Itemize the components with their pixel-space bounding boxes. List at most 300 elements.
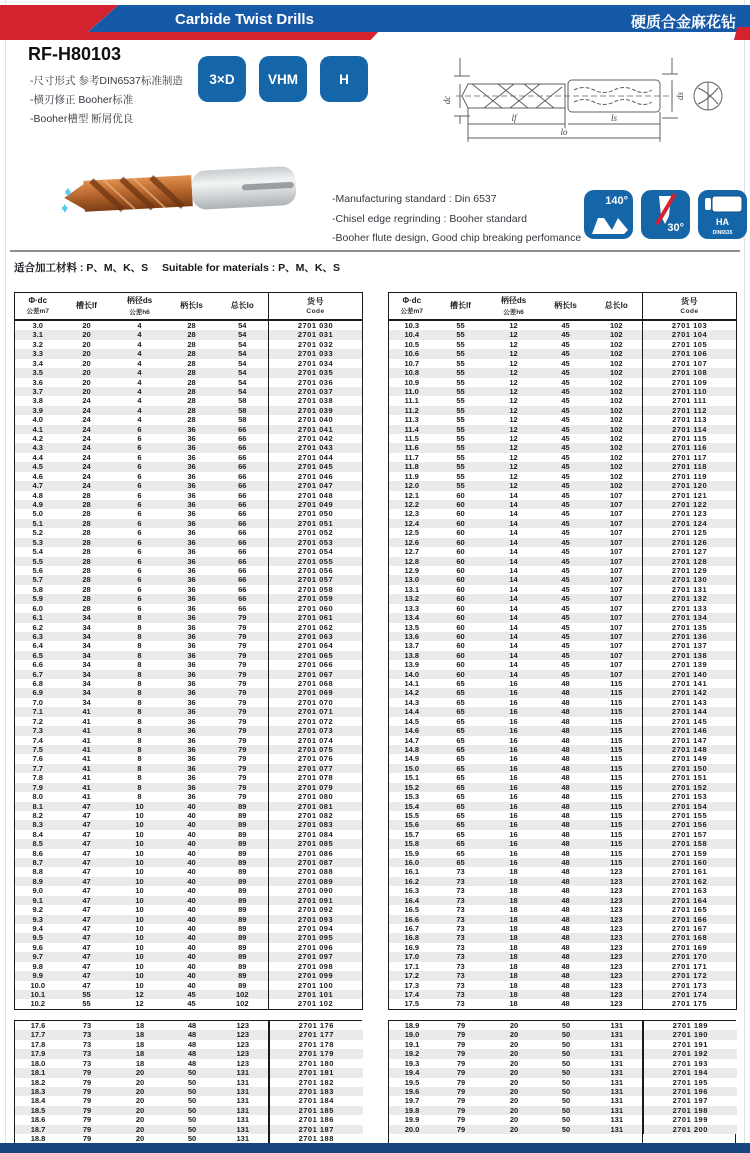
value-cell: 131 — [236, 1134, 249, 1144]
value-cell: 45 — [561, 575, 570, 585]
table-row — [389, 1125, 737, 1134]
value-cell: 47 — [82, 829, 91, 839]
value-cell: 4 — [137, 330, 142, 340]
value-cell: 18 — [509, 867, 518, 877]
value-cell: 131 — [610, 1096, 623, 1106]
value-cell: 28 — [82, 565, 91, 575]
feature-badges — [584, 190, 747, 239]
table-row — [389, 839, 737, 848]
value-cell: 12.1 — [404, 490, 420, 500]
value-cell: 20 — [509, 1039, 519, 1049]
value-cell: 10 — [135, 924, 144, 933]
value-cell: 16.8 — [404, 933, 420, 943]
value-cell: 18 — [509, 876, 518, 886]
value-cell: 18 — [509, 924, 518, 933]
value-cell: 18.1 — [30, 1068, 46, 1078]
value-cell: 36 — [187, 650, 196, 660]
table-row — [389, 443, 737, 452]
value-cell: 115 — [610, 848, 623, 858]
value-cell: 20 — [135, 1068, 145, 1078]
code-cell: 2701 180 — [269, 1059, 363, 1068]
table-row — [15, 575, 363, 584]
value-cell: 65 — [456, 735, 465, 745]
code-cell: 2701 099 — [269, 971, 363, 980]
value-cell: 45 — [561, 481, 570, 491]
code-cell: 2701 115 — [643, 434, 737, 443]
table-row — [389, 971, 737, 980]
value-cell: 14.7 — [404, 735, 420, 745]
value-cell: 16.5 — [404, 905, 420, 915]
value-cell: 12 — [509, 424, 518, 434]
spec-badge-vhm: VHM — [259, 56, 307, 102]
value-cell: 11.9 — [404, 471, 419, 481]
code-cell: 2701 158 — [643, 839, 737, 848]
table-row — [389, 594, 737, 603]
value-cell: 79 — [238, 679, 247, 689]
code-cell: 2701 145 — [643, 717, 737, 726]
value-cell: 6 — [137, 481, 142, 491]
value-cell: 40 — [187, 942, 196, 952]
value-cell: 6 — [137, 443, 142, 453]
table-row — [389, 1087, 737, 1096]
value-cell: 115 — [610, 801, 623, 811]
value-cell: 45 — [561, 443, 570, 453]
value-cell: 50 — [187, 1068, 197, 1078]
value-cell: 79 — [238, 773, 247, 783]
value-cell: 36 — [187, 688, 196, 698]
value-cell: 55 — [456, 443, 465, 453]
value-cell: 12.9 — [404, 565, 420, 575]
value-cell: 123 — [609, 886, 623, 896]
table-row — [15, 726, 363, 735]
value-cell: 20 — [82, 339, 91, 349]
value-cell: 18.6 — [30, 1115, 46, 1125]
value-cell: 79 — [82, 1134, 92, 1144]
value-cell: 34 — [82, 660, 91, 670]
value-cell: 66 — [238, 500, 247, 510]
value-cell: 10.0 — [30, 980, 46, 990]
value-cell: 4 — [137, 405, 142, 415]
table-row — [15, 1106, 363, 1115]
table-row — [389, 999, 737, 1009]
table-row — [389, 472, 737, 481]
code-cell: 2701 178 — [269, 1040, 363, 1049]
code-cell: 2701 113 — [643, 415, 737, 424]
table-row — [15, 340, 363, 349]
value-cell: 28 — [187, 386, 196, 396]
value-cell: 16 — [509, 829, 518, 839]
value-cell: 14 — [509, 537, 518, 547]
value-cell: 13.1 — [404, 584, 420, 594]
table-row — [389, 1021, 737, 1030]
value-cell: 55 — [456, 415, 465, 425]
value-cell: 50 — [187, 1096, 197, 1106]
value-cell: 6.4 — [32, 641, 43, 651]
value-cell: 45 — [561, 500, 570, 510]
value-cell: 18 — [509, 952, 518, 962]
value-cell: 45 — [561, 452, 570, 462]
value-cell: 131 — [236, 1115, 249, 1125]
value-cell: 17.4 — [404, 989, 420, 999]
value-cell: 89 — [238, 858, 247, 868]
value-cell: 131 — [610, 1077, 623, 1087]
value-cell: 41 — [82, 792, 91, 802]
value-cell: 20 — [509, 1049, 519, 1059]
value-cell: 8 — [137, 744, 142, 754]
value-cell: 16 — [509, 688, 518, 698]
value-cell: 19.9 — [404, 1115, 420, 1125]
table-row — [389, 462, 737, 471]
value-cell: 36 — [187, 594, 196, 604]
code-cell: 2701 159 — [643, 849, 737, 858]
value-cell: 24 — [82, 396, 91, 406]
value-cell: 12 — [509, 321, 518, 330]
value-cell: 107 — [609, 594, 623, 604]
column-header: 柄径ds 公差h6 — [113, 293, 167, 321]
value-cell: 50 — [561, 1086, 571, 1096]
value-cell: 60 — [456, 613, 465, 623]
code-cell: 2701 169 — [643, 943, 737, 952]
value-cell: 10.7 — [404, 358, 420, 368]
code-cell: 2701 137 — [643, 641, 737, 650]
code-cell: 2701 191 — [643, 1040, 737, 1049]
value-cell: 107 — [609, 650, 623, 660]
value-cell: 48 — [561, 707, 570, 717]
value-cell: 66 — [238, 424, 247, 434]
table-row — [15, 1087, 363, 1096]
value-cell: 24 — [82, 471, 91, 481]
value-cell: 65 — [456, 782, 465, 792]
value-cell: 48 — [561, 754, 570, 764]
table-row — [15, 717, 363, 726]
value-cell: 12 — [509, 386, 518, 396]
table-row — [15, 773, 363, 782]
value-cell: 36 — [187, 641, 196, 651]
page-edge-left — [5, 0, 6, 1143]
value-cell: 66 — [238, 481, 247, 491]
value-cell: 15.3 — [404, 792, 420, 802]
value-cell: 6.5 — [32, 650, 43, 660]
value-cell: 14 — [509, 613, 518, 623]
table-row — [15, 820, 363, 829]
value-cell: 9.2 — [32, 905, 43, 915]
value-cell: 3.7 — [32, 386, 43, 396]
value-cell: 12 — [509, 396, 518, 406]
value-cell: 65 — [456, 820, 465, 830]
value-cell: 66 — [238, 575, 247, 585]
code-cell: 2701 127 — [643, 547, 737, 556]
value-cell: 50 — [561, 1077, 571, 1087]
materials-zh: 适合加工材料 : P、M、K、S — [14, 262, 149, 274]
value-cell: 107 — [609, 669, 623, 679]
code-cell: 2701 098 — [269, 962, 363, 971]
value-cell: 66 — [238, 434, 247, 444]
value-cell: 123 — [236, 1021, 249, 1030]
value-cell: 60 — [456, 660, 465, 670]
value-cell: 9.4 — [32, 924, 43, 933]
value-cell: 14 — [509, 641, 518, 651]
value-cell: 107 — [609, 537, 623, 547]
code-cell: 2701 160 — [643, 858, 737, 867]
value-cell: 50 — [187, 1105, 197, 1115]
value-cell: 36 — [187, 603, 196, 613]
value-cell: 4.7 — [32, 481, 43, 491]
value-cell: 65 — [456, 763, 465, 773]
table-row — [389, 575, 737, 584]
table-row — [389, 566, 737, 575]
size-table-bottom-right — [388, 1020, 736, 1144]
table-row — [389, 877, 737, 886]
value-cell: 5.6 — [32, 565, 43, 575]
label-ds: ds — [675, 91, 685, 101]
value-cell: 45 — [561, 405, 570, 415]
value-cell: 4.9 — [32, 500, 43, 510]
code-cell: 2701 061 — [269, 613, 363, 622]
value-cell: 89 — [238, 905, 247, 915]
value-cell: 24 — [82, 405, 91, 415]
value-cell: 5.8 — [32, 584, 43, 594]
value-cell: 48 — [561, 716, 570, 726]
value-cell: 115 — [610, 820, 623, 830]
value-cell: 18.0 — [30, 1058, 46, 1068]
value-cell: 50 — [187, 1124, 197, 1134]
code-cell: 2701 062 — [269, 623, 363, 632]
table-row — [15, 453, 363, 462]
value-cell: 18 — [509, 905, 518, 915]
value-cell: 41 — [82, 763, 91, 773]
value-cell: 6 — [137, 500, 142, 510]
value-cell: 102 — [609, 339, 623, 349]
value-cell: 12.7 — [404, 547, 420, 557]
value-cell: 20 — [135, 1086, 145, 1096]
value-cell: 48 — [561, 980, 570, 990]
value-cell: 89 — [238, 876, 247, 886]
code-cell: 2701 193 — [643, 1059, 737, 1068]
value-cell: 36 — [187, 716, 196, 726]
value-cell: 65 — [456, 697, 465, 707]
value-cell: 41 — [82, 744, 91, 754]
value-cell: 45 — [561, 631, 570, 641]
value-cell: 107 — [609, 528, 623, 538]
table-header-row — [15, 293, 363, 321]
table-row — [15, 415, 363, 424]
value-cell: 28 — [187, 339, 196, 349]
value-cell: 4 — [137, 396, 142, 406]
helix-angle-badge — [641, 190, 690, 239]
code-cell: 2701 118 — [643, 462, 737, 471]
table-row — [389, 320, 737, 330]
column-header: 货号 Code — [643, 293, 737, 321]
table-row — [15, 877, 363, 886]
table-row — [15, 924, 363, 933]
table-row — [389, 802, 737, 811]
table-row — [15, 359, 363, 368]
code-cell: 2701 092 — [269, 905, 363, 914]
value-cell: 12.2 — [404, 500, 420, 510]
value-cell: 89 — [238, 961, 247, 971]
value-cell: 8.6 — [32, 848, 43, 858]
value-cell: 16 — [509, 763, 518, 773]
code-cell: 2701 150 — [643, 764, 737, 773]
code-cell: 2701 195 — [643, 1078, 737, 1087]
code-cell: 2701 053 — [269, 538, 363, 547]
table-row — [389, 651, 737, 660]
value-cell: 12.3 — [404, 509, 420, 519]
value-cell: 73 — [456, 989, 465, 999]
table-row — [389, 538, 737, 547]
value-cell: 6.6 — [32, 660, 43, 670]
table-row — [389, 707, 737, 716]
value-cell: 13.6 — [404, 631, 420, 641]
value-cell: 5.0 — [32, 509, 43, 519]
value-cell: 79 — [456, 1068, 466, 1078]
value-cell: 12 — [509, 377, 518, 387]
value-cell: 66 — [238, 603, 247, 613]
value-cell: 6 — [137, 424, 142, 434]
value-cell: 115 — [610, 773, 623, 783]
table-row — [15, 660, 363, 669]
value-cell: 45 — [561, 603, 570, 613]
value-cell: 16 — [509, 810, 518, 820]
value-cell: 20 — [509, 1058, 519, 1068]
value-cell: 16 — [509, 773, 518, 783]
value-cell: 79 — [238, 754, 247, 764]
table-row — [15, 509, 363, 518]
code-cell: 2701 184 — [269, 1096, 363, 1105]
value-cell: 60 — [456, 650, 465, 660]
code-cell: 2701 128 — [643, 557, 737, 566]
value-cell: 123 — [236, 1039, 249, 1049]
code-cell: 2701 104 — [643, 330, 737, 339]
spec-badge-h: H — [320, 56, 368, 102]
table-row — [15, 604, 363, 613]
shank-type-value: HA — [716, 217, 729, 227]
value-cell: 8 — [137, 735, 142, 745]
value-cell: 6 — [137, 462, 142, 472]
table-row — [389, 340, 737, 349]
value-cell: 89 — [238, 867, 247, 877]
value-cell: 48 — [561, 801, 570, 811]
code-cell: 2701 059 — [269, 594, 363, 603]
value-cell: 107 — [609, 565, 623, 575]
value-cell: 28 — [187, 321, 196, 330]
table-row — [15, 462, 363, 471]
value-cell: 40 — [187, 952, 196, 962]
value-cell: 24 — [82, 443, 91, 453]
value-cell: 11.8 — [404, 462, 419, 472]
value-cell: 65 — [456, 726, 465, 736]
value-cell: 16.9 — [404, 942, 420, 952]
value-cell: 36 — [187, 481, 196, 491]
value-cell: 36 — [187, 490, 196, 500]
code-cell: 2701 176 — [269, 1021, 363, 1030]
value-cell: 5.7 — [32, 575, 43, 585]
table-row — [389, 905, 737, 914]
value-cell: 123 — [609, 914, 623, 924]
materials-line — [14, 260, 340, 275]
code-cell: 2701 155 — [643, 811, 737, 820]
value-cell: 7.6 — [32, 754, 43, 764]
value-cell: 6 — [137, 575, 142, 585]
code-cell: 2701 109 — [643, 378, 737, 387]
table-row — [15, 1078, 363, 1087]
value-cell: 40 — [187, 839, 196, 849]
table-row — [389, 962, 737, 971]
value-cell: 40 — [187, 924, 196, 933]
table-row — [389, 1078, 737, 1087]
value-cell: 19.6 — [404, 1086, 420, 1096]
value-cell: 6 — [137, 509, 142, 519]
value-cell: 66 — [238, 462, 247, 472]
value-cell: 107 — [609, 660, 623, 670]
code-cell: 2701 049 — [269, 500, 363, 509]
code-cell: 2701 081 — [269, 802, 363, 811]
value-cell: 79 — [82, 1096, 92, 1106]
value-cell: 10 — [135, 801, 144, 811]
code-cell: 2701 050 — [269, 509, 363, 518]
code-cell: 2701 094 — [269, 924, 363, 933]
value-cell: 16.2 — [404, 876, 420, 886]
code-cell: 2701 199 — [643, 1115, 737, 1124]
code-cell: 2701 046 — [269, 472, 363, 481]
value-cell: 16 — [509, 839, 518, 849]
value-cell: 79 — [82, 1124, 92, 1134]
value-cell: 45 — [561, 377, 570, 387]
size-table-bottom-left — [14, 1020, 362, 1144]
value-cell: 4.2 — [32, 434, 43, 444]
table-row — [15, 396, 363, 405]
value-cell: 107 — [609, 584, 623, 594]
code-cell: 2701 138 — [643, 651, 737, 660]
value-cell: 12.0 — [404, 481, 420, 491]
value-cell: 50 — [187, 1115, 197, 1125]
value-cell: 8 — [137, 697, 142, 707]
value-cell: 50 — [561, 1105, 571, 1115]
value-cell: 18 — [509, 989, 518, 999]
value-cell: 55 — [456, 471, 465, 481]
value-cell: 41 — [82, 707, 91, 717]
value-cell: 115 — [610, 810, 623, 820]
value-cell: 8.7 — [32, 858, 43, 868]
code-cell: 2701 073 — [269, 726, 363, 735]
value-cell: 8 — [137, 763, 142, 773]
value-cell: 55 — [456, 330, 465, 340]
value-cell: 3.1 — [32, 330, 43, 340]
code-cell: 2701 129 — [643, 566, 737, 575]
value-cell: 55 — [456, 434, 465, 444]
value-cell: 28 — [82, 509, 91, 519]
code-cell: 2701 119 — [643, 472, 737, 481]
table-row — [15, 330, 363, 339]
value-cell: 16 — [509, 801, 518, 811]
value-cell: 20 — [509, 1105, 519, 1115]
code-cell: 2701 037 — [269, 387, 363, 396]
code-cell: 2701 087 — [269, 858, 363, 867]
table-row — [15, 971, 363, 980]
code-cell: 2701 167 — [643, 924, 737, 933]
value-cell: 131 — [610, 1124, 623, 1134]
value-cell: 47 — [82, 924, 91, 933]
value-cell: 16 — [509, 858, 518, 868]
value-cell: 10 — [135, 820, 144, 830]
value-cell: 3.2 — [32, 339, 43, 349]
value-cell: 4 — [137, 386, 142, 396]
value-cell: 45 — [561, 396, 570, 406]
code-cell: 2701 132 — [643, 594, 737, 603]
value-cell: 15.7 — [404, 829, 420, 839]
value-cell: 79 — [238, 707, 247, 717]
value-cell: 36 — [187, 528, 196, 538]
